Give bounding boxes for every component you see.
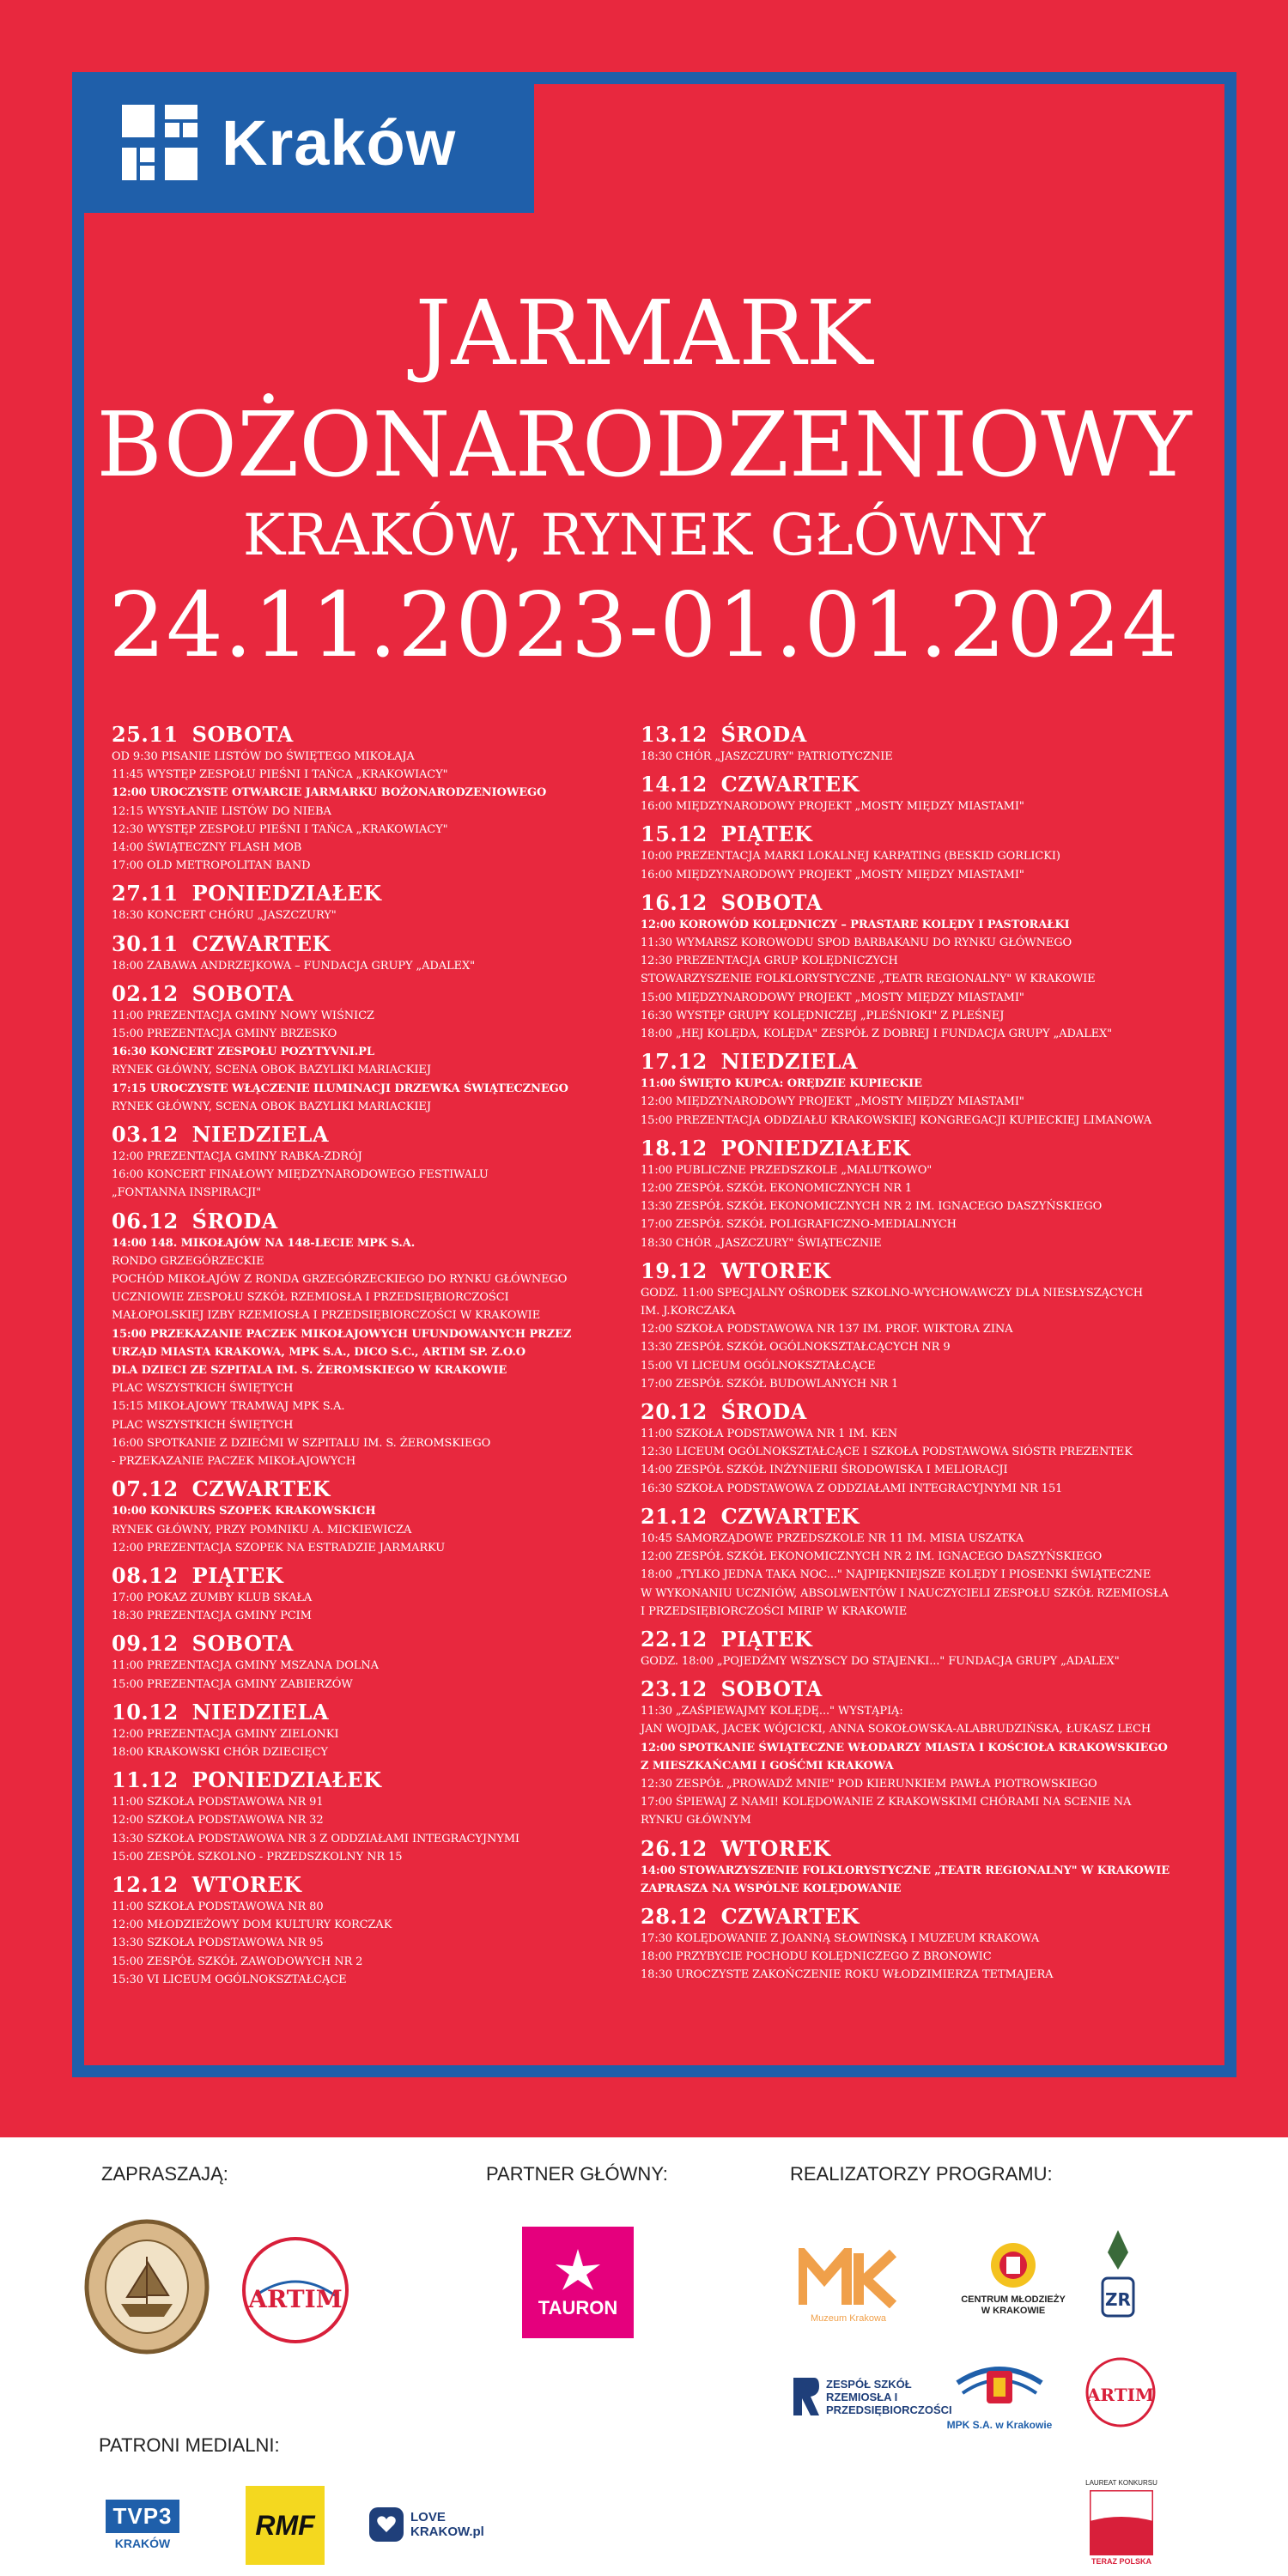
schedule-day [112, 721, 627, 875]
schedule-day [641, 771, 1156, 815]
event-line: RYNKU GŁÓWNYM [641, 1814, 751, 1827]
event-line: - PRZEKAZANIE PACZEK MIKOŁAJOWYCH [112, 1455, 356, 1469]
day-weekday: PONIEDZIAŁEK [191, 1767, 382, 1793]
event-line: 12:15 WYSYŁANIE LISTÓW DO NIEBA [112, 804, 331, 818]
event-line: „FONTANNA INSPIRACJI" [112, 1186, 262, 1200]
tauron-mark-icon [552, 2246, 604, 2292]
event-line: 11:00 PREZENTACJA GMINY NOWY WIŚNICZ [112, 1009, 374, 1022]
schedule-day [112, 1871, 627, 1989]
event-line: 12:00 SZKOŁA PODSTAWOWA NR 32 [112, 1814, 324, 1827]
schedule-day [641, 1135, 1156, 1252]
schedule-day [112, 880, 627, 924]
day-date: 09.12 [112, 1631, 179, 1657]
sponsors-footer [0, 2137, 1288, 2576]
schedule-day [112, 1562, 627, 1625]
day-date: 25.11 [112, 722, 179, 747]
tvp3-sub-text: KRAKÓW [114, 2536, 171, 2550]
invite-label: ZAPRASZAJĄ: [101, 2163, 228, 2185]
event-line: OD 9:30 PISANIE LISTÓW DO ŚWIĘTEGO MIKOŁAJA [112, 750, 415, 763]
event-line: 11:30 „ZAŚPIEWAJMY KOLĘDĘ..." WYSTĄPIĄ: [641, 1705, 903, 1718]
tvp3-badge [106, 2500, 179, 2533]
event-line: 12:00 MŁODZIEŻOWY DOM KULTURY KORCZAK [112, 1918, 392, 1932]
event-line: 18:00 „HEJ KOLĘDA, KOLĘDA" ZESPÓŁ Z DOBREJ I FUNDACJA GRUPY „ADALEX" [641, 1027, 1113, 1041]
event-line: 16:30 WYSTĘP GRUPY KOLĘDNICZEJ „PLEŚNIOKI" Z PLEŚNEJ [641, 1009, 1005, 1022]
event-line: 14:00 ZESPÓŁ SZKÓŁ INŻYNIERII ŚRODOWISKA I MELIORACJI [641, 1464, 1008, 1477]
event-line: 12:00 PREZENTACJA GMINY ZIELONKI [112, 1727, 339, 1741]
event-line: 16:00 MIĘDZYNARODOWY PROJEKT „MOSTY MIĘDZY MIASTAMI" [641, 868, 1024, 882]
event-line: 16:00 MIĘDZYNARODOWY PROJEKT „MOSTY MIĘDZY MIASTAMI" [641, 800, 1024, 814]
day-heading [112, 721, 627, 748]
day-heading [641, 889, 1156, 916]
centrum-mlodziezy-mark-icon [989, 2241, 1037, 2289]
love-krakow-heart-icon [369, 2507, 404, 2542]
day-date: 27.11 [112, 881, 179, 906]
event-line: 18:00 KRAKOWSKI CHÓR DZIECIĘCY [112, 1745, 328, 1759]
schedule-day [641, 721, 1156, 766]
event-line: 18:00 ZABAWA ANDRZEJKOWA – FUNDACJA GRUPY „ADALEX" [112, 959, 475, 973]
schedule-day [112, 1630, 627, 1693]
schedule-day [112, 1121, 627, 1203]
schedule-day [641, 889, 1156, 1043]
schedule-day [641, 821, 1156, 883]
event-line: 14:00 STOWARZYSZENIE FOLKLORYSTYCZNE „TEATR REGIONALNY" W KRAKOWIE [641, 1864, 1170, 1877]
event-line: 16:00 SPOTKANIE Z DZIEĆMI W SZPITALU IM. S. ŻEROMSKIEGO [112, 1436, 491, 1450]
schedule-day [641, 1398, 1156, 1498]
event-line: 12:00 SPOTKANIE ŚWIĄTECZNE WŁODARZY MIASTA I KOŚCIOŁA KRAKOWSKIEGO [641, 1741, 1168, 1755]
love-krakow-logo [369, 2500, 507, 2549]
day-heading [641, 1835, 1156, 1862]
title-location: KRAKÓW, RYNEK GŁÓWNY [242, 502, 1046, 568]
event-line: 18:30 UROCZYSTE ZAKOŃCZENIE ROKU WŁODZIMIERZA TETMAJERA [641, 1968, 1054, 1982]
event-line: DLA DZIECI ZE SZPITALA IM. S. ŻEROMSKIEGO W KRAKOWIE [112, 1364, 507, 1378]
rmf-text: RMF [255, 2509, 315, 2541]
event-line: 14:00 148. MIKOŁAJÓW NA 148-LECIE MPK S.A. [112, 1236, 416, 1250]
event-line: ZAPRASZA NA WSPÓLNE KOLĘDOWANIE [641, 1882, 902, 1895]
event-line: PLAC WSZYSTKICH ŚWIĘTYCH [112, 1382, 294, 1396]
day-date: 14.12 [641, 772, 708, 797]
event-line: 11:00 SZKOŁA PODSTAWOWA NR 1 IM. KEN [641, 1427, 897, 1441]
title-bozonarodzeniowy: BOŻONARODZENIOWY [96, 392, 1192, 497]
day-heading [112, 1767, 627, 1793]
event-line: GODZ. 11:00 SPECJALNY OŚRODEK SZKOLNO-WYCHOWAWCZY DLA NIESŁYSZĄCYCH [641, 1286, 1144, 1300]
day-date: 22.12 [641, 1626, 708, 1652]
event-line: 11:00 PUBLICZNE PRZEDSZKOLE „MALUTKOWO" [641, 1163, 933, 1177]
event-line: 16:30 KONCERT ZESPOŁU POZYTYVNI.PL [112, 1046, 374, 1059]
event-line: URZĄD MIASTA KRAKOWA, MPK S.A., DICO S.C., ARTIM SP. Z.O.O [112, 1345, 526, 1359]
event-line: 12:00 SZKOŁA PODSTAWOWA NR 137 IM. PROF. WIKTORA ZINA [641, 1323, 1013, 1336]
event-line: 10:00 PREZENTACJA MARKI LOKALNEJ KARPATING (BESKID GORLICKI) [641, 850, 1060, 864]
event-line: 15:00 ZESPÓŁ SZKOLNO - PRZEDSZKOLNY NR 15 [112, 1850, 403, 1864]
event-line: 15:30 VI LICEUM OGÓLNOKSZTAŁCĄCE [112, 1973, 347, 1986]
day-weekday: ŚRODA [191, 1208, 278, 1233]
event-line: 16:30 SZKOŁA PODSTAWOWA Z ODDZIAŁAMI INTEGRACYJNYMI NR 151 [641, 1482, 1063, 1495]
day-weekday: WTOREK [191, 1871, 302, 1897]
day-weekday: ŚRODA [720, 1399, 807, 1425]
event-line: Z MIESZKAŃCAMI I GOŚĆMI KRAKOWA [641, 1759, 894, 1773]
event-line: 13:30 SZKOŁA PODSTAWOWA NR 3 Z ODDZIAŁAMI INTEGRACYJNYMI [112, 1832, 519, 1846]
event-line: 11:00 SZKOŁA PODSTAWOWA NR 80 [112, 1900, 324, 1913]
event-line: 12:00 MIĘDZYNARODOWY PROJEKT „MOSTY MIĘDZY MIASTAMI" [641, 1095, 1024, 1109]
krakow-logo [72, 72, 534, 213]
day-weekday: CZWARTEK [191, 930, 331, 956]
schedule-day [641, 1676, 1168, 1829]
day-heading [641, 1626, 1156, 1652]
day-date: 08.12 [112, 1562, 179, 1588]
day-heading [641, 1903, 1156, 1930]
event-line: RYNEK GŁÓWNY, SCENA OBOK BAZYLIKI MARIACKIEJ [112, 1064, 431, 1077]
day-heading [112, 1208, 627, 1234]
schedule-day [641, 1258, 1156, 1393]
day-date: 16.12 [641, 889, 708, 915]
event-line: 15:00 PREZENTACJA GMINY ZABIERZÓW [112, 1677, 353, 1691]
schedule-day [112, 930, 627, 975]
teraz-polska-flag-icon [1090, 2490, 1153, 2555]
tauron-logo [522, 2227, 634, 2338]
realizers-label: REALIZATORZY PROGRAMU: [790, 2163, 1053, 2185]
schedule-right-column [641, 721, 1170, 1990]
artim-small-text: ARTIM [1086, 2385, 1155, 2405]
krakow-logo-text: Kraków [222, 106, 457, 179]
day-heading [112, 1699, 627, 1725]
artim-logo [239, 2234, 352, 2347]
event-line: RYNEK GŁÓWNY, PRZY POMNIKU A. MICKIEWICZA [112, 1523, 412, 1537]
day-date: 10.12 [112, 1699, 179, 1724]
love-krakow-text: LOVE KRAKOW.pl [410, 2510, 484, 2539]
schedule-day [112, 1767, 627, 1866]
day-heading [112, 1121, 627, 1148]
day-weekday: PONIEDZIAŁEK [191, 881, 382, 906]
day-date: 12.12 [112, 1871, 179, 1897]
day-weekday: SOBOTA [191, 980, 294, 1006]
event-line: 13:30 ZESPÓŁ SZKÓŁ OGÓLNOKSZTAŁCĄCYCH NR 9 [641, 1341, 951, 1355]
tvp3-text: TVP3 [112, 2502, 173, 2529]
day-date: 13.12 [641, 722, 708, 747]
event-line: 17:00 ZESPÓŁ SZKÓŁ BUDOWLANYCH NR 1 [641, 1377, 899, 1391]
event-line: 12:00 UROCZYSTE OTWARCIE JARMARKU BOŻONARODZENIOWEGO [112, 786, 547, 800]
event-line: 12:00 ZESPÓŁ SZKÓŁ EKONOMICZNYCH NR 2 IM. IGNACEGO DASZYŃSKIEGO [641, 1550, 1103, 1564]
event-line: 17:00 ŚPIEWAJ Z NAMI! KOLĘDOWANIE Z KRAKOWSKIMI CHÓRAMI NA SCENIE NA [641, 1796, 1132, 1809]
tvp3-krakow-logo [94, 2493, 191, 2556]
event-line: 12:30 ZESPÓŁ „PROWADŹ MNIE" POD KIERUNKIEM PAWŁA PIOTROWSKIEGO [641, 1777, 1097, 1791]
day-weekday: NIEDZIELA [191, 1122, 329, 1148]
teraz-polska-logo [1078, 2474, 1164, 2570]
schedule-day [641, 1835, 1170, 1898]
mpk-logo [943, 2352, 1056, 2438]
day-weekday: SOBOTA [720, 1676, 823, 1702]
artim-small-logo [1084, 2355, 1157, 2429]
event-line: 12:00 PREZENTACJA SZOPEK NA ESTRADZIE JARMARKU [112, 1541, 446, 1555]
media-label: PATRONI MEDIALNI: [99, 2434, 280, 2456]
event-line: 15:00 PRZEKAZANIE PACZEK MIKOŁAJOWYCH UFUNDOWANYCH PRZEZ [112, 1327, 572, 1341]
day-date: 15.12 [641, 821, 708, 847]
event-line: 18:30 CHÓR „JASZCZURY" ŚWIĄTECZNIE [641, 1236, 882, 1250]
day-heading [641, 1503, 1156, 1530]
schedule-day [112, 1699, 627, 1761]
event-line: 17:00 POKAZ ZUMBY KLUB SKAŁA [112, 1591, 313, 1604]
teraz-polska-top-text: LAUREAT KONKURSU [1085, 2478, 1157, 2487]
title-jarmark: JARMARK [415, 281, 873, 385]
event-line: PLAC WSZYSTKICH ŚWIĘTYCH [112, 1418, 294, 1432]
event-line: JAN WOJDAK, JACEK WÓJCICKI, ANNA SOKOŁOWSKA-ALABRUDZIŃSKA, ŁUKASZ LECH [641, 1723, 1151, 1737]
day-weekday: WTOREK [720, 1835, 831, 1861]
day-date: 17.12 [641, 1049, 708, 1075]
day-heading [641, 1258, 1156, 1284]
muzeum-krakowa-text: Muzeum Krakowa [810, 2313, 887, 2324]
event-line: W WYKONANIU UCZNIÓW, ABSOLWENTÓW I NAUCZYCIELI ZESPOŁU SZKÓŁ RZEMIOSŁA [641, 1586, 1169, 1600]
event-line: 11:30 WYMARSZ KOROWODU SPOD BARBAKANU DO RYNKU GŁÓWNEGO [641, 936, 1072, 950]
event-line: 15:00 PREZENTACJA ODDZIAŁU KRAKOWSKIEJ KONGREGACJI KUPIECKIEJ LIMANOWA [641, 1113, 1152, 1127]
day-weekday: ŚRODA [720, 722, 807, 747]
event-line: 13:30 SZKOŁA PODSTAWOWA NR 95 [112, 1937, 324, 1950]
zsrip-mark-icon [790, 2374, 821, 2419]
event-line: 17:30 KOLĘDOWANIE Z JOANNĄ SŁOWIŃSKĄ I MUZEUM KRAKOWA [641, 1931, 1040, 1945]
day-weekday: SOBOTA [191, 1631, 294, 1657]
event-line: 15:00 ZESPÓŁ SZKÓŁ ZAWODOWYCH NR 2 [112, 1955, 363, 1968]
day-date: 21.12 [641, 1503, 708, 1529]
event-line: 18:30 CHÓR „JASZCZURY" PATRIOTYCZNIE [641, 750, 893, 763]
day-weekday: CZWARTEK [720, 772, 860, 797]
day-heading [641, 1135, 1156, 1161]
schedule-day [112, 1476, 627, 1557]
day-weekday: CZWARTEK [720, 1903, 860, 1929]
event-line: 12:30 LICEUM OGÓLNOKSZTAŁCĄCE I SZKOŁA PODSTAWOWA SIÓSTR PREZENTEK [641, 1446, 1133, 1459]
day-date: 18.12 [641, 1135, 708, 1161]
event-line: 16:00 KONCERT FINAŁOWY MIĘDZYNARODOWEGO FESTIWALU [112, 1168, 489, 1182]
event-line: 11:00 ŚWIĘTO KUPCA: ORĘDZIE KUPIECKIE [641, 1077, 922, 1091]
event-line: 17:00 OLD METROPOLITAN BAND [112, 859, 311, 873]
day-date: 23.12 [641, 1676, 708, 1702]
event-line: 17:15 UROCZYSTE WŁĄCZENIE ILUMINACJI DRZEWKA ŚWIĄTECZNEGO [112, 1082, 568, 1095]
day-weekday: PONIEDZIAŁEK [720, 1135, 911, 1161]
event-line: 18:30 PREZENTACJA GMINY PCIM [112, 1609, 312, 1623]
kongregacja-kupiecka-logo [82, 2218, 211, 2355]
centrum-mlodziezy-logo [960, 2223, 1066, 2335]
event-line: 13:30 ZESPÓŁ SZKÓŁ EKONOMICZNYCH NR 2 IM. IGNACEGO DASZYŃSKIEGO [641, 1200, 1103, 1214]
schedule-day [112, 1208, 627, 1471]
day-heading [641, 721, 1156, 748]
zsrip-logo [790, 2371, 952, 2422]
event-line: 11:00 PREZENTACJA GMINY MSZANA DOLNA [112, 1659, 379, 1673]
day-heading [112, 1630, 627, 1657]
muzeum-krakowa-mark-icon [799, 2248, 898, 2308]
rmf-logo [246, 2486, 325, 2565]
day-heading [112, 1562, 627, 1589]
day-heading [112, 1871, 627, 1898]
schedule-day [641, 1048, 1156, 1130]
event-line: 18:00 „TYLKO JEDNA TAKA NOC..." NAJPIĘKNIEJSZE KOLĘDY I PIOSENKI ŚWIĄTECZNE [641, 1568, 1151, 1582]
event-line: 15:00 MIĘDZYNARODOWY PROJEKT „MOSTY MIĘDZY MIASTAMI" [641, 991, 1024, 1004]
artim-small-icon [1084, 2355, 1157, 2429]
event-line: 11:00 SZKOŁA PODSTAWOWA NR 91 [112, 1796, 324, 1809]
day-heading [641, 1398, 1156, 1425]
title-dates: 24.11.2023-01.01.2024 [108, 573, 1180, 677]
partner-label: PARTNER GŁÓWNY: [486, 2163, 668, 2185]
svg-text:ZR: ZR [1105, 2289, 1131, 2310]
event-line: 15:15 MIKOŁAJOWY TRAMWAJ MPK S.A. [112, 1400, 345, 1414]
event-line: 15:00 VI LICEUM OGÓLNOKSZTAŁCĄCE [641, 1359, 876, 1373]
schedule-day [641, 1903, 1156, 1985]
day-weekday: SOBOTA [191, 722, 294, 747]
day-date: 30.11 [112, 930, 179, 956]
day-date: 06.12 [112, 1208, 179, 1233]
day-heading [641, 771, 1156, 797]
event-line: POCHÓD MIKOŁAJÓW Z RONDA GRZEGÓRZECKIEGO DO RYNKU GŁÓWNEGO [112, 1273, 568, 1287]
day-heading [641, 1048, 1156, 1075]
event-line: 12:00 ZESPÓŁ SZKÓŁ EKONOMICZNYCH NR 1 [641, 1182, 913, 1196]
event-line: 14:00 ŚWIĄTECZNY FLASH MOB [112, 841, 302, 855]
muzeum-krakowa-logo [797, 2239, 900, 2333]
mpk-crest-icon [952, 2359, 1047, 2415]
day-weekday: NIEDZIELA [191, 1699, 329, 1724]
event-line: 12:30 PREZENTACJA GRUP KOLĘDNICZYCH [641, 955, 898, 968]
day-weekday: WTOREK [720, 1258, 831, 1283]
day-heading [641, 1676, 1156, 1702]
day-weekday: SOBOTA [720, 889, 823, 915]
day-date: 02.12 [112, 980, 179, 1006]
event-line: 11:45 WYSTĘP ZESPOŁU PIEŚNI I TAŃCA „KRAKOWIACY" [112, 768, 448, 782]
day-weekday: CZWARTEK [720, 1503, 860, 1529]
krakow-logo-mark-icon [122, 105, 197, 180]
mpk-text: MPK S.A. w Krakowie [946, 2419, 1053, 2431]
day-date: 07.12 [112, 1476, 179, 1502]
event-line: 12:30 WYSTĘP ZESPOŁU PIEŚNI I TAŃCA „KRAKOWIACY" [112, 822, 448, 836]
day-date: 20.12 [641, 1399, 708, 1425]
day-weekday: PIĄTEK [191, 1562, 284, 1588]
artim-logo-text: ARTIM [248, 2285, 343, 2313]
school-emblem-logo [1094, 2227, 1142, 2321]
centrum-mlodziezy-text: CENTRUM MŁODZIEŻY W KRAKOWIE [961, 2294, 1066, 2316]
event-line: 10:00 KONKURS SZOPEK KRAKOWSKICH [112, 1505, 376, 1518]
event-line: 10:45 SAMORZĄDOWE PRZEDSZKOLE NR 11 IM. MISIA USZATKA [641, 1531, 1024, 1545]
event-line: RONDO GRZEGÓRZECKIE [112, 1254, 264, 1268]
schedule-day [112, 980, 627, 1116]
kongregacja-seal-icon [82, 2218, 211, 2355]
day-weekday: PIĄTEK [720, 1626, 813, 1652]
day-heading [112, 930, 627, 957]
event-line: 17:00 ZESPÓŁ SZKÓŁ POLIGRAFICZNO-MEDIALNYCH [641, 1218, 957, 1232]
day-heading [112, 1476, 627, 1502]
schedule-left-column [112, 721, 627, 1994]
event-line: 18:30 KONCERT CHÓRU „JASZCZURY" [112, 909, 337, 923]
event-line: MAŁOPOLSKIEJ IZBY RZEMIOSŁA I PRZEDSIĘBIORCZOŚCI W KRAKOWIE [112, 1309, 541, 1323]
teraz-polska-text: TERAZ POLSKA [1091, 2556, 1151, 2566]
schedule-day [641, 1503, 1169, 1621]
tauron-logo-text: TAURON [538, 2297, 618, 2318]
day-date: 28.12 [641, 1903, 708, 1929]
event-line: 18:00 PRZYBYCIE POCHODU KOLĘDNICZEGO Z BRONOWIC [641, 1950, 992, 1964]
day-weekday: NIEDZIELA [720, 1049, 858, 1075]
event-line: UCZNIOWIE ZESPOŁU SZKÓŁ RZEMIOSŁA I PRZEDSIĘBIORCZOŚCI [112, 1291, 509, 1305]
day-heading [112, 880, 627, 906]
day-heading [112, 980, 627, 1007]
artim-logo-icon [239, 2234, 352, 2347]
event-line: 12:00 KOROWÓD KOLĘDNICZY – PRASTARE KOLĘDY I PASTORAŁKI [641, 918, 1070, 931]
day-date: 11.12 [112, 1767, 179, 1793]
event-line: STOWARZYSZENIE FOLKLORYSTYCZNE „TEATR REGIONALNY" W KRAKOWIE [641, 973, 1096, 986]
day-date: 03.12 [112, 1122, 179, 1148]
event-line: RYNEK GŁÓWNY, SCENA OBOK BAZYLIKI MARIACKIEJ [112, 1100, 431, 1113]
event-line: IM. J.KORCZAKA [641, 1305, 736, 1318]
day-date: 19.12 [641, 1258, 708, 1283]
schedule-day [641, 1626, 1156, 1670]
zsrip-text: ZESPÓŁ SZKÓŁ RZEMIOSŁA I PRZEDSIĘBIORCZOŚCI [826, 2377, 952, 2416]
event-line: I PRZEDSIĘBIORCZOŚCI MIRIP W KRAKOWIE [641, 1604, 908, 1618]
school-emblem-icon [1094, 2227, 1142, 2321]
event-line: 15:00 PREZENTACJA GMINY BRZESKO [112, 1027, 337, 1041]
day-date: 26.12 [641, 1835, 708, 1861]
day-heading [641, 821, 1156, 847]
event-line: GODZ. 18:00 „POJEDŹMY WSZYSCY DO STAJENKI..." FUNDACJA GRUPY „ADALEX" [641, 1654, 1120, 1668]
day-weekday: PIĄTEK [720, 821, 813, 847]
day-weekday: CZWARTEK [191, 1476, 331, 1502]
event-line: 12:00 PREZENTACJA GMINY RABKA-ZDRÓJ [112, 1150, 362, 1164]
